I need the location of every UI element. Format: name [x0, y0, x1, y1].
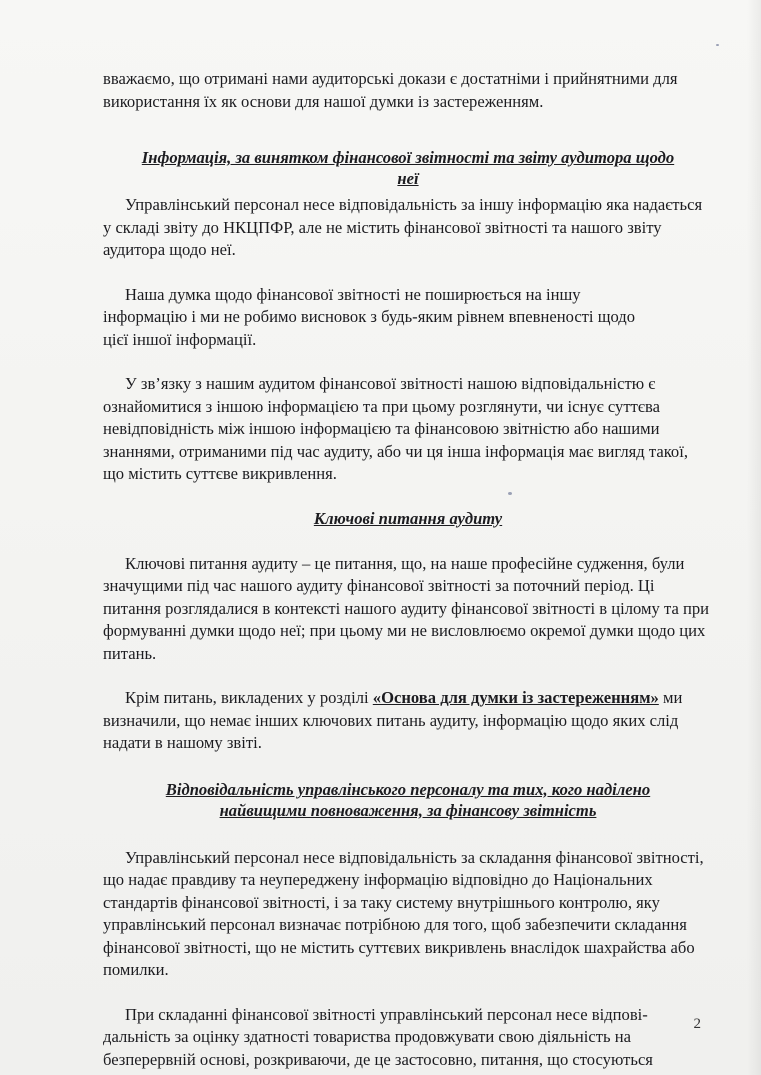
scan-speck — [716, 44, 719, 46]
heading-other-information: Інформація, за винятком фінансової звітності та звіту аудитора щодо неї — [141, 148, 675, 188]
paragraph-other-info-3: У зв’язку з нашим аудитом фінансової звітності нашою відповідальністю є ознайомитися з іншою інформацією та при цьому розглянути, чи існує суттєва невідповідність між іншою інформацією та фінансовою звітністю або нашими знаннями, отриманими під час аудиту, або чи ця інша інформація має вигляд такої, що містить суттєве викривлення. — [103, 374, 688, 483]
page-number: 2 — [693, 1016, 701, 1032]
paragraph-responsibility-2: При складанні фінансової звітності управлінський персонал несе відпові-дальність за оцінку здатності товариства продовжувати свою діяльність на безперервній основі, розкриваючи, де це застосовно, питання, що стосуються — [103, 1004, 653, 1069]
document-body — [103, 68, 713, 1071]
paragraph-intro: вважаємо, що отримані нами аудиторські докази є достатніми і прийнятними для використання їх як основи для нашої думки із застереженням. — [103, 69, 678, 111]
paragraph-other-info-1: Управлінський персонал несе відповідальність за іншу інформацію яка надається у складі звіту до НКЦПФР, але не містить фінансової звітності та нашого звіту аудитора щодо неї. — [103, 195, 703, 259]
basis-for-opinion-reference: «Основа для думки із застереженням» — [372, 688, 659, 707]
scan-speck — [508, 492, 512, 495]
heading-key-audit-matters: Ключові питання аудиту — [313, 508, 503, 528]
paragraph-key-matters-2-end: ми визначили, що немає інших ключових питань аудиту, інформацію щодо яких слід надати в нашому звіті. — [103, 688, 683, 752]
paragraph-other-info-2: Наша думка щодо фінансової звітності не поширюється на іншу інформацію і ми не робимо висновок з будь-яким рівнем впевненості щодо цієї іншої інформації. — [103, 284, 636, 349]
paragraph-key-matters-2 — [103, 687, 713, 755]
heading-management-responsibility: Відповідальність управлінського персоналу та тих, кого наділено найвищими повноваження, за фінансову звітність — [165, 779, 651, 820]
paragraph-key-matters-2-start: Крім питань, викладених у розділі — [125, 688, 373, 707]
paragraph-key-matters-1: Ключові питання аудиту – це питання, що, на наше професійне судження, були значущими під час нашого аудиту фінансової звітності за поточний період. Ці питання розглядалися в контексті нашого аудиту фінансової звітності в цілому та при формуванні думки щодо неї; при цьому ми не висловлюємо окремої думки щодо цих питань. — [103, 553, 710, 663]
paragraph-responsibility-1: Управлінський персонал несе відповідальність за складання фінансової звітності, що надає правдиву та неупереджену інформацію відповідно до Національних стандартів фінансової звітності, і за таку систему внутрішнього контролю, яку управлінський персонал визначає потрібною для того, щоб забезпечити складання фінансової звітності, що не містить суттєвих викривлень внаслідок шахрайства або помилки. — [103, 847, 704, 979]
page-edge-shadow — [747, 0, 761, 1075]
